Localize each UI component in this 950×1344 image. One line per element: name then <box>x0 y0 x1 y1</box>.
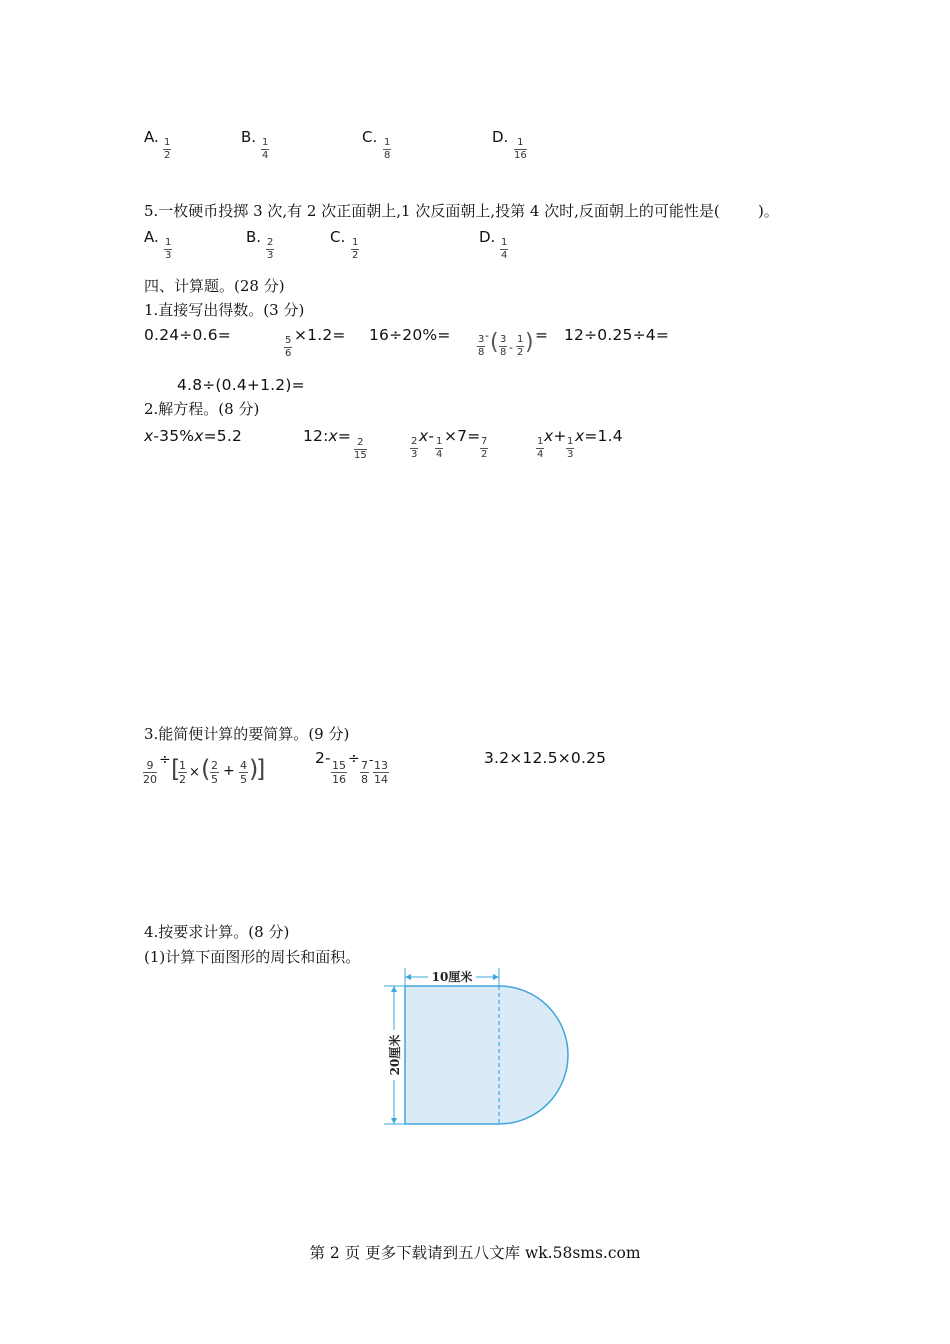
q5-question <box>144 202 779 220</box>
q4-option-b-fraction: $\frac{1}{4}$ <box>262 137 269 161</box>
p3-expr-1-times: × <box>189 765 200 780</box>
part3-title: 3.能简便计算的要简算。(9 分) <box>144 725 350 743</box>
p3-expr-1-rbracket: ] <box>256 755 266 783</box>
q5-option-d-label: D. <box>479 228 496 246</box>
rectangle-semicircle-figure <box>378 966 578 1134</box>
page-footer: 第 2 页 更多下载请到五八文库 wk.58sms.com <box>309 1244 641 1262</box>
q5-option-c-fraction: $\frac{1}{2}$ <box>352 237 359 261</box>
p2-equation-3-frac-c: $\frac{7}{2}$ <box>481 436 488 460</box>
p3-expr-1-rparen: ) <box>249 755 259 783</box>
p2-equation-3-frac-b: $\frac{1}{4}$ <box>436 436 443 460</box>
q4-option-a-fraction: $\frac{1}{2}$ <box>164 137 171 161</box>
p3-expr-2-frac-c: $\frac{13}{14}$ <box>374 759 388 786</box>
p1-expr-4-minus-2: - <box>509 341 513 354</box>
q5-option-b-label: B. <box>246 228 262 246</box>
p2-equation-3-x: x- <box>419 427 435 445</box>
p2-equation-2-fraction: $\frac{2}{15}$ <box>354 437 367 461</box>
p2-equation-2: 12:x= <box>303 427 352 445</box>
p2-equation-4-frac-a: $\frac{1}{4}$ <box>537 436 544 460</box>
p1-expr-6: 4.8÷(0.4+1.2)= <box>177 376 305 394</box>
q5-option-a-label: A. <box>144 228 159 246</box>
side-dim-label: 20厘米 <box>388 1034 402 1076</box>
p2-equation-4-x: x+ <box>544 427 567 445</box>
p3-expr-3: 3.2×12.5×0.25 <box>484 749 607 767</box>
p1-expr-3: 16÷20%= <box>369 326 451 344</box>
p1-expr-4-frac-a: $\frac{3}{8}$ <box>478 334 485 358</box>
p3-expr-2-minus: - <box>369 753 374 767</box>
p2-equation-4-frac-b: $\frac{1}{3}$ <box>567 436 574 460</box>
part2-title: 2.解方程。(8 分) <box>144 400 260 418</box>
p3-expr-1-frac: $\frac{9}{20}$ <box>143 759 157 786</box>
top-dim-label: 10厘米 <box>431 970 473 984</box>
part1-title: 1.直接写出得数。(3 分) <box>144 301 305 319</box>
figure-shape <box>405 986 568 1124</box>
p3-expr-1-lparen: ( <box>201 755 211 783</box>
p2-equation-4-tail: x=1.4 <box>575 427 623 445</box>
q5-answer-blank[interactable] <box>720 202 758 220</box>
q5-option-a-fraction: $\frac{1}{3}$ <box>165 237 172 261</box>
p1-expr-2-fraction: $\frac{5}{6}$ <box>285 335 292 359</box>
p1-expr-2: ×1.2= <box>294 326 346 344</box>
part4-title: 4.按要求计算。(8 分) <box>144 923 290 941</box>
q5-stem: 5.一枚硬币投掷 3 次,有 2 次正面朝上,1 次反面朝上,投第 4 次时,反面朝上的可能性是( <box>144 202 720 220</box>
side-dim-arrow-bottom <box>391 1118 397 1124</box>
top-dim-arrow-right <box>493 974 499 980</box>
p3-expr-1-lbracket: [ <box>171 755 181 783</box>
q5-option-c-label: C. <box>330 228 346 246</box>
p3-expr-1-frac-b: $\frac{2}{5}$ <box>211 759 218 786</box>
p3-expr-1-frac-c: $\frac{4}{5}$ <box>240 759 247 786</box>
q4-option-a-label: A. <box>144 128 159 146</box>
top-dim-arrow-left <box>405 974 411 980</box>
p3-expr-2-frac-b: $\frac{7}{8}$ <box>361 759 368 786</box>
q5-option-d-fraction: $\frac{1}{4}$ <box>501 237 508 261</box>
p3-expr-1-frac-a: $\frac{1}{2}$ <box>179 759 186 786</box>
q4-option-c-label: C. <box>362 128 378 146</box>
p1-expr-1: 0.24÷0.6= <box>144 326 231 344</box>
q4-option-b-label: B. <box>241 128 257 146</box>
p1-expr-4-equals: = <box>535 326 549 344</box>
q4-option-d-label: D. <box>492 128 509 146</box>
side-dim-arrow-top <box>391 986 397 992</box>
p2-equation-3-tail: ×7= <box>444 427 481 445</box>
p1-expr-4-frac-c: $\frac{1}{2}$ <box>517 334 524 358</box>
p1-expr-4-frac-b: $\frac{3}{8}$ <box>500 334 507 358</box>
p1-expr-4-rparen: ) <box>525 330 534 355</box>
section-title: 四、计算题。(28 分) <box>144 277 285 295</box>
p3-expr-2-frac-a: $\frac{15}{16}$ <box>332 759 346 786</box>
p3-expr-1-plus: + <box>223 763 235 779</box>
p2-equation-3-frac-a: $\frac{2}{3}$ <box>411 436 418 460</box>
p3-expr-2-divide: ÷ <box>348 751 360 767</box>
part4-subquestion: (1)计算下面图形的周长和面积。 <box>144 948 361 966</box>
p3-expr-1-divide: ÷ <box>159 752 171 768</box>
p1-expr-4-minus: - <box>485 329 489 342</box>
q4-option-c-fraction: $\frac{1}{8}$ <box>384 137 391 161</box>
p2-equation-1: x-35%x=5.2 <box>144 427 243 445</box>
p3-expr-2-lead: 2- <box>315 749 331 767</box>
q5-stem-end: )。 <box>757 202 779 220</box>
p1-expr-5: 12÷0.25÷4= <box>564 326 670 344</box>
q5-option-b-fraction: $\frac{2}{3}$ <box>267 237 274 261</box>
q4-option-d-fraction: $\frac{1}{16}$ <box>514 137 527 161</box>
p1-expr-4-lparen: ( <box>490 330 499 355</box>
